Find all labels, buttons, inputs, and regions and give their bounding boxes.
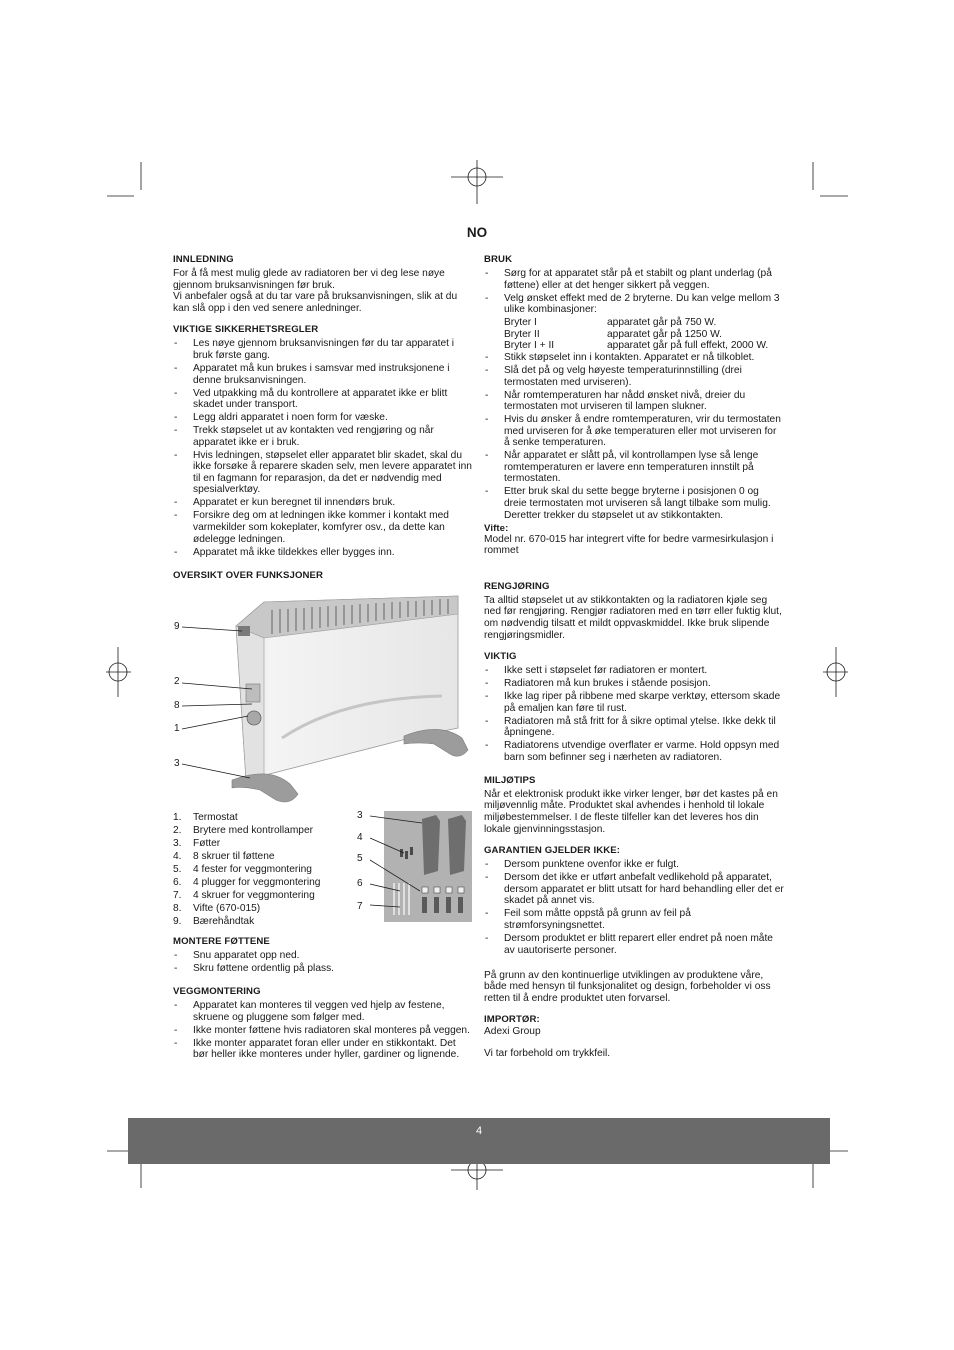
heading-garanti: GARANTIEN GJELDER IKKE: <box>484 845 621 857</box>
heading-innledning: INNLEDNING <box>173 254 234 265</box>
list-item: - Snu apparatet opp ned. <box>174 950 300 961</box>
kit-callout-6: 6 <box>357 878 363 889</box>
list-item: - Dersom punktene ovenfor ikke er fulgt. <box>485 859 679 871</box>
left-column <box>173 254 473 584</box>
heading-rengjoring: RENGJØRING <box>484 580 550 592</box>
parts-list <box>173 811 473 928</box>
list-item: - Hvis ledningen, støpselet eller apparatet blir skadet, skal du ikke forsøke å reparere skaden selv, men levere apparatet inn til en fagmann for reparasjon, da det er nødvendig med spesialverktøy. <box>174 449 472 496</box>
fan-text: Model nr. 670-015 har integrert vifte for bedre varmesirkulasjon i rommet <box>484 533 774 557</box>
list-item: - Feil som måtte oppstå på grunn av feil på strømforsyningsnettet. <box>485 908 691 931</box>
list-item: - Sørg for at apparatet står på et stabilt og plant underlag (på føttene) eller at det henger sikkert på veggen. <box>485 268 772 291</box>
list-item: - Velg ønsket effekt med de 2 bryterne. Du kan velge mellom 3 ulike kombinasjoner: <box>485 292 780 316</box>
heading-oversikt: OVERSIKT OVER FUNKSJONER <box>173 569 324 581</box>
kit-callout-5: 5 <box>357 853 363 864</box>
heading-veggmontering: VEGGMONTERING <box>173 985 261 997</box>
list-item: - Ikke lag riper på ribbene med skarpe verktøy, ettersom skade på emaljen kan føre til rust. <box>485 691 781 714</box>
callout-9: 9 <box>174 621 180 632</box>
print-disclaimer: Vi tar forbehold om trykkfeil. <box>484 1047 611 1059</box>
power-modes-table <box>504 317 768 352</box>
list-item: - Når romtemperaturen har nådd ønsket nivå, dreier du termostaten mot urviseren til lampen slukner. <box>485 389 746 413</box>
right-column <box>484 254 784 1060</box>
kit-callout-7: 7 <box>357 901 363 912</box>
list-item: - Legg aldri apparatet i noen form for væske. <box>174 412 388 424</box>
list-item: - Hvis du ønsker å endre romtemperaturen, vrir du termostaten med urviseren for å øke temperaturen eller mot urviseren for å senke temperaturen. <box>485 414 781 449</box>
importer-name: Adexi Group <box>484 1026 541 1038</box>
list-item: - Radiatoren må kun brukes i stående posisjon. <box>485 678 711 690</box>
list-item: - Slå det på og velg høyeste temperaturinnstilling (drei termostaten med urviseren). <box>485 364 742 388</box>
page-number: 4 <box>475 1125 483 1137</box>
list-item: 6. 4 plugger for veggmontering <box>173 877 321 888</box>
list-item: - Stikk støpselet inn i kontakten. Apparatet er nå tilkoblet. <box>485 351 755 363</box>
list-item: 4. 8 skruer til føttene <box>173 851 275 862</box>
callout-1: 1 <box>174 723 180 734</box>
list-item: 1. Termostat <box>173 812 238 823</box>
cleaning-text: Ta alltid støpselet ut av stikkontakten og la radiatoren kjøle seg ned før rengjøring. Rengjør radiatoren med en tørr eller fuktig klut, om nødvendig tilsatt et mildt oppvaskmiddel. Ikke bruk slipende rengjøringsmidler. <box>484 594 782 641</box>
list-item: 2. Brytere med kontrollamper <box>173 825 314 836</box>
intro-text-2: Vi anbefaler også at du tar vare på bruksanvisningen, slik at du kan slå opp i den ved senere anledninger. <box>173 291 458 314</box>
list-item: - Trekk støpselet ut av kontakten ved rengjøring og når apparatet ikke er i bruk. <box>174 425 434 448</box>
heading-vifte: Vifte: <box>484 522 509 534</box>
list-item: - Skru føttene ordentlig på plass. <box>174 962 335 974</box>
table-row: Bryter I + II apparatet går på full effekt, 2000 W. <box>504 340 769 352</box>
list-item: 9. Bærehåndtak <box>173 916 255 927</box>
heading-importor: IMPORTØR: <box>484 1014 540 1026</box>
heading-miljotips: MILJØTIPS <box>484 774 536 786</box>
list-item: - Ikke sett i støpselet før radiatoren er montert. <box>485 665 708 677</box>
kit-callout-4: 4 <box>357 832 363 843</box>
list-item: - Apparatet kan monteres til veggen ved hjelp av festene, skruene og pluggene som følger med. <box>174 999 445 1023</box>
list-item: - Forsikre deg om at ledningen ikke kommer i kontakt med varmekilder som kokeplater, komfyrer osv., da dette kan ødelegge ledningen. <box>174 510 449 545</box>
list-item: - Les nøye gjennom bruksanvisningen før du tar apparatet i bruk første gang. <box>174 338 455 361</box>
list-item: 7. 4 skruer for veggmontering <box>173 890 315 901</box>
list-item: - Når apparatet er slått på, vil kontrollampen lyse så lenge romtemperaturen er lavere enn temperaturen innstilt på termostaten. <box>485 450 759 485</box>
list-item: - Dersom det ikke er utført anbefalt vedlikehold på apparatet, dersom apparatet er blitt utsatt for hard behandling eller det er skadet på annet vis. <box>485 872 784 907</box>
usage-list <box>484 268 784 316</box>
environment-text: Når et elektronisk produkt ikke virker lenger, bør det kastes på en miljøvennlig måte. Produktet skal avhendes i henhold til lokale miljøbestemmelser. I de fleste tilfeller kan det leveres hos din lokale gjenvinningsstasjon. <box>484 788 778 835</box>
list-item: - Ved utpakking må du kontrollere at apparatet ikke er blitt skadet under transport. <box>174 387 448 411</box>
list-item: - Apparatet er kun beregnet til innendørs bruk. <box>174 497 396 509</box>
list-item: - Ikke monter føttene hvis radiatoren skal monteres på veggen. <box>174 1024 470 1036</box>
list-item: 5. 4 fester for veggmontering <box>173 864 312 875</box>
list-item: 3. Føtter <box>173 838 221 849</box>
safety-list <box>173 338 473 558</box>
list-item: - Apparatet må kun brukes i samsvar med instruksjonene i denne bruksanvisningen. <box>174 362 450 386</box>
callout-2: 2 <box>174 676 180 687</box>
language-tag: NO <box>466 225 488 240</box>
important-list <box>484 665 784 763</box>
heater-illustration <box>172 588 482 810</box>
left-lower <box>173 811 473 1062</box>
list-item: - Radiatorens utvendige overflater er varme. Hold oppsyn med barn som befinner seg i nærheten av radiatoren. <box>485 740 780 763</box>
list-item: 8. Vifte (670-015) <box>173 903 261 914</box>
heading-viktig: VIKTIG <box>484 651 517 663</box>
intro-text-1: For å få mest mulig glede av radiatoren ber vi deg lese nøye gjennom bruksanvisningen før bruk. <box>173 268 445 291</box>
table-row: Bryter II apparatet går på 1250 W. <box>504 328 722 340</box>
kit-callout-3: 3 <box>357 810 363 821</box>
list-item: - Dersom produktet er blitt reparert eller endret på noen måte av uautoriserte personer. <box>485 932 773 956</box>
list-item: - Ikke monter apparatet foran eller under en stikkontakt. Det bør heller ikke monteres under hyller, gardiner og lignende. <box>174 1037 460 1061</box>
heading-montere: MONTERE FØTTENE <box>173 936 270 947</box>
table-row: Bryter I apparatet går på 750 W. <box>504 317 717 329</box>
callout-3: 3 <box>174 758 180 769</box>
heading-bruk: BRUK <box>484 254 513 265</box>
warranty-list <box>484 859 784 956</box>
list-item: - Apparatet må ikke tildekkes eller bygges inn. <box>174 546 395 558</box>
usage-list-cont <box>484 352 784 521</box>
callout-8: 8 <box>174 700 180 711</box>
list-item: - Etter bruk skal du sette begge bryterne i posisjonen 0 og dreie termostaten mot urviseren så langt tilbake som mulig. Deretter trekker du støpselet ut av stikkontakten. <box>485 486 771 521</box>
wall-mount-list <box>173 1000 473 1061</box>
list-item: - Radiatoren må stå fritt for å sikre optimal ytelse. Ikke dekk til åpningene. <box>485 715 776 739</box>
heading-sikkerhetsregler: VIKTIGE SIKKERHETSREGLER <box>173 324 319 336</box>
development-note: På grunn av den kontinuerlige utviklingen av produktene våre, både med hensyn til funksjonalitet og design, forbeholder vi oss retten til å endre produktet uten forvarsel. <box>484 969 771 1004</box>
feet-list <box>173 950 473 975</box>
